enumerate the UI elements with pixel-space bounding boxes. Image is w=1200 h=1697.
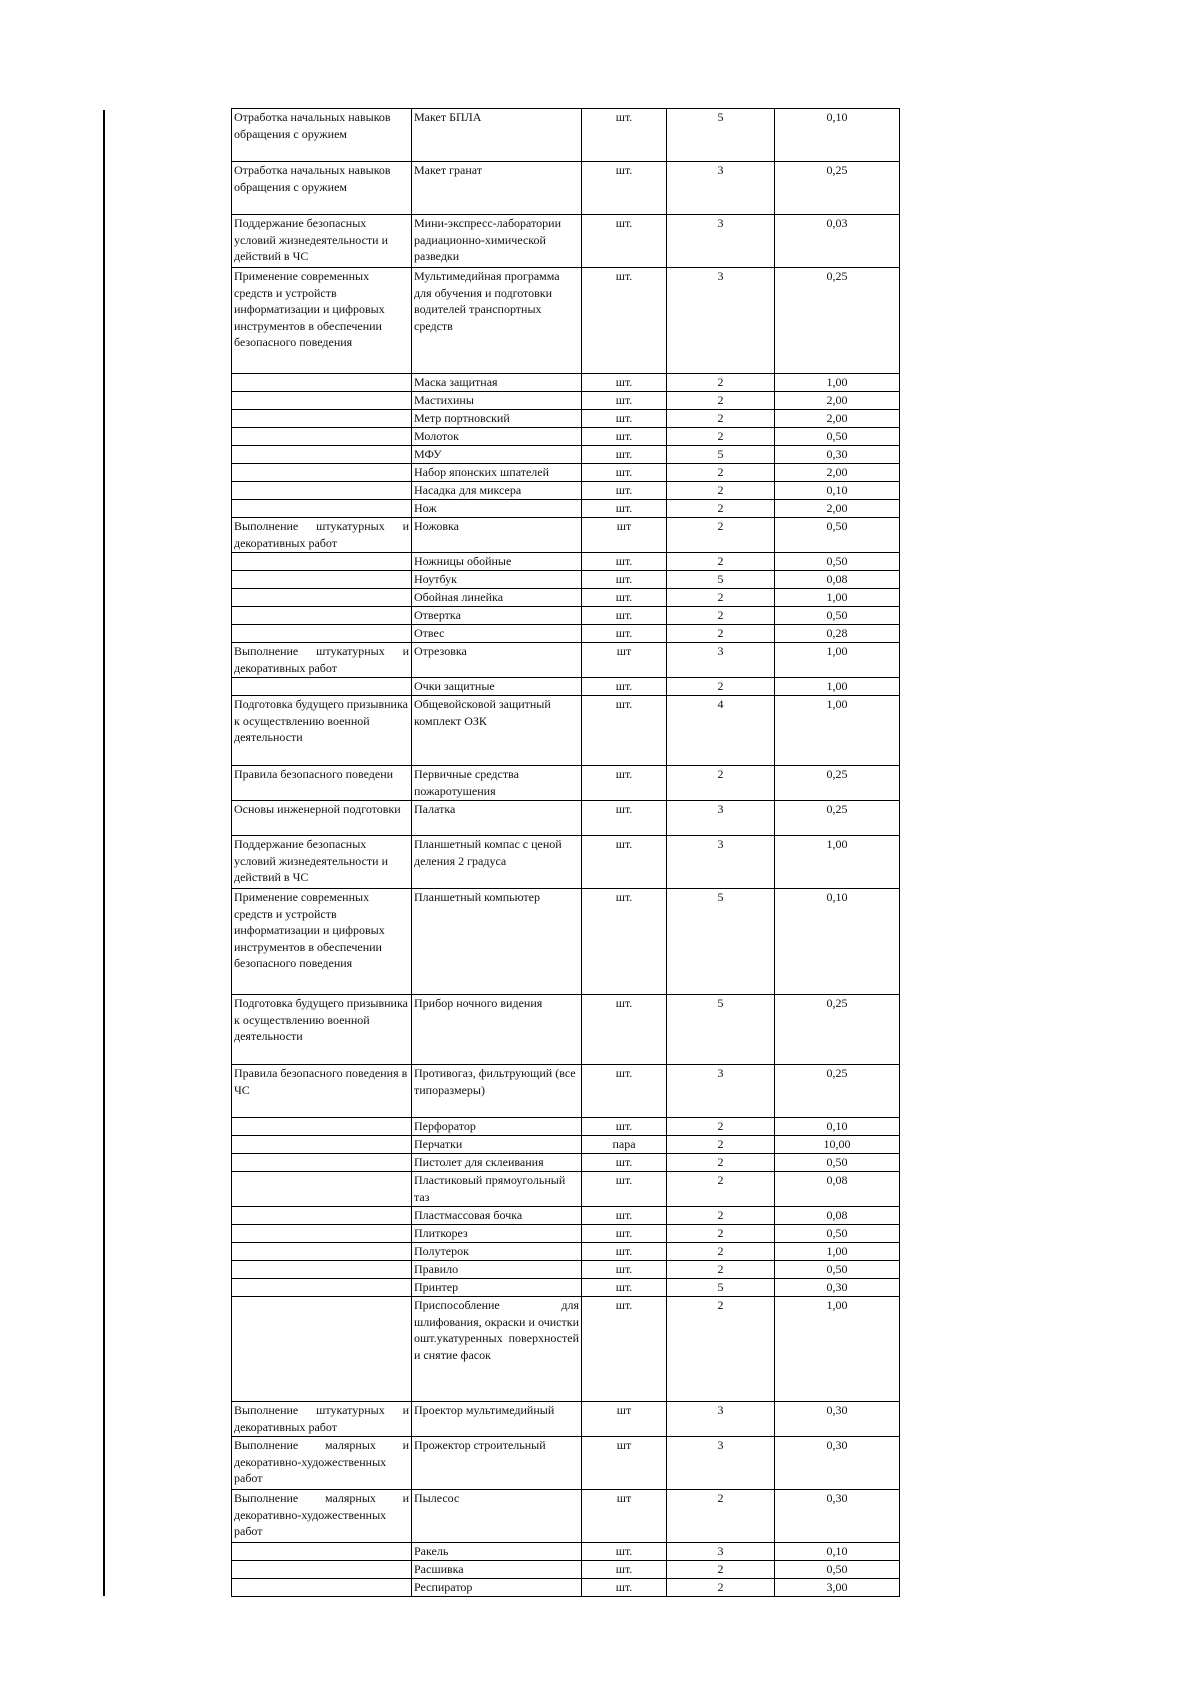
table-row [232, 801, 900, 836]
norm-cell: 0,50 [775, 1154, 900, 1172]
activity-cell: Отработка начальных навыков обращения с оружием [232, 162, 412, 215]
unit-cell: шт. [582, 766, 667, 801]
quantity-cell: 2 [667, 464, 775, 482]
unit-cell: шт. [582, 607, 667, 625]
table-row [232, 482, 900, 500]
activity-cell: Поддержание безопасных условий жизнедеятельности и действий в ЧС [232, 215, 412, 268]
unit-cell: шт. [582, 446, 667, 464]
item-name-cell: Ножницы обойные [412, 553, 582, 571]
unit-cell: шт. [582, 836, 667, 889]
table-row [232, 589, 900, 607]
table-row [232, 410, 900, 428]
item-name-cell: Плиткорез [412, 1225, 582, 1243]
unit-cell: шт. [582, 1297, 667, 1402]
activity-cell [232, 500, 412, 518]
norm-cell: 0,10 [775, 889, 900, 995]
quantity-cell: 3 [667, 1543, 775, 1561]
activity-cell [232, 625, 412, 643]
norm-cell: 2,00 [775, 410, 900, 428]
norm-cell: 0,25 [775, 801, 900, 836]
page-margin-rule [103, 110, 105, 1596]
table-row [232, 836, 900, 889]
item-name-cell: Нож [412, 500, 582, 518]
activity-cell [232, 410, 412, 428]
quantity-cell: 3 [667, 215, 775, 268]
norm-cell: 0,10 [775, 1543, 900, 1561]
norm-cell: 1,00 [775, 1243, 900, 1261]
unit-cell: шт. [582, 1225, 667, 1243]
activity-cell [232, 1543, 412, 1561]
activity-cell [232, 1279, 412, 1297]
table-row [232, 766, 900, 801]
unit-cell: шт. [582, 801, 667, 836]
unit-cell: шт [582, 1437, 667, 1490]
activity-cell [232, 1579, 412, 1597]
item-name-cell: Прожектор строительный [412, 1437, 582, 1490]
unit-cell: шт. [582, 889, 667, 995]
activity-cell [232, 589, 412, 607]
quantity-cell: 2 [667, 1561, 775, 1579]
item-name-cell: Ножовка [412, 518, 582, 553]
equipment-table-body [232, 109, 900, 1597]
item-name-cell: Проектор мультимедийный [412, 1402, 582, 1437]
activity-cell [232, 571, 412, 589]
norm-cell: 3,00 [775, 1579, 900, 1597]
quantity-cell: 3 [667, 801, 775, 836]
activity-cell: Выполнение штукатурных и декоративных работ [232, 1402, 412, 1437]
table-row [232, 1579, 900, 1597]
table-row [232, 1207, 900, 1225]
table-row [232, 643, 900, 678]
activity-cell: Правила безопасного поведения в ЧС [232, 1065, 412, 1118]
table-row [232, 1279, 900, 1297]
norm-cell: 0,30 [775, 1402, 900, 1437]
unit-cell: шт. [582, 428, 667, 446]
norm-cell: 0,10 [775, 109, 900, 162]
activity-cell [232, 1297, 412, 1402]
item-name-cell: Планшетный компьютер [412, 889, 582, 995]
quantity-cell: 2 [667, 678, 775, 696]
item-name-cell: Прибор ночного видения [412, 995, 582, 1065]
item-name-cell: Противогаз, фильтрующий (все типоразмеры) [412, 1065, 582, 1118]
quantity-cell: 2 [667, 1490, 775, 1543]
unit-cell: шт [582, 1402, 667, 1437]
item-name-cell: Полутерок [412, 1243, 582, 1261]
quantity-cell: 5 [667, 446, 775, 464]
table-row [232, 1490, 900, 1543]
unit-cell: шт. [582, 1543, 667, 1561]
table-row [232, 215, 900, 268]
quantity-cell: 2 [667, 500, 775, 518]
unit-cell: шт. [582, 625, 667, 643]
table-row [232, 392, 900, 410]
unit-cell: шт. [582, 1261, 667, 1279]
norm-cell: 1,00 [775, 836, 900, 889]
activity-cell: Подготовка будущего призывника к осуществлению военной деятельности [232, 696, 412, 766]
activity-cell [232, 1136, 412, 1154]
activity-cell [232, 464, 412, 482]
quantity-cell: 2 [667, 1243, 775, 1261]
unit-cell: шт. [582, 1579, 667, 1597]
item-name-cell: Отвес [412, 625, 582, 643]
norm-cell: 0,50 [775, 1225, 900, 1243]
norm-cell: 2,00 [775, 392, 900, 410]
activity-cell: Выполнение малярных и декоративно-художественных работ [232, 1437, 412, 1490]
unit-cell: шт. [582, 1207, 667, 1225]
table-row [232, 109, 900, 162]
item-name-cell: Ракель [412, 1543, 582, 1561]
item-name-cell: Общевойсковой защитный комплект ОЗК [412, 696, 582, 766]
activity-cell [232, 392, 412, 410]
activity-cell: Применение современных средств и устройств информатизации и цифровых инструментов в обеспечении безопасного поведения [232, 268, 412, 374]
unit-cell: шт. [582, 1279, 667, 1297]
norm-cell: 0,25 [775, 162, 900, 215]
activity-cell: Отработка начальных навыков обращения с оружием [232, 109, 412, 162]
table-row [232, 1402, 900, 1437]
activity-cell: Выполнение малярных и декоративно-художественных работ [232, 1490, 412, 1543]
norm-cell: 1,00 [775, 696, 900, 766]
quantity-cell: 5 [667, 109, 775, 162]
norm-cell: 0,10 [775, 1118, 900, 1136]
item-name-cell: Принтер [412, 1279, 582, 1297]
quantity-cell: 5 [667, 995, 775, 1065]
norm-cell: 0,08 [775, 571, 900, 589]
table-row [232, 889, 900, 995]
table-row [232, 1225, 900, 1243]
norm-cell: 0,50 [775, 1261, 900, 1279]
unit-cell: пара [582, 1136, 667, 1154]
quantity-cell: 2 [667, 374, 775, 392]
unit-cell: шт. [582, 678, 667, 696]
norm-cell: 0,28 [775, 625, 900, 643]
table-row [232, 1172, 900, 1207]
norm-cell: 0,25 [775, 995, 900, 1065]
table-row [232, 607, 900, 625]
item-name-cell: Пылесос [412, 1490, 582, 1543]
unit-cell: шт. [582, 464, 667, 482]
quantity-cell: 2 [667, 1297, 775, 1402]
table-row [232, 625, 900, 643]
activity-cell [232, 553, 412, 571]
quantity-cell: 3 [667, 1402, 775, 1437]
item-name-cell: Мультимедийная программа для обучения и подготовки водителей транспортных средств [412, 268, 582, 374]
item-name-cell: Перчатки [412, 1136, 582, 1154]
activity-cell [232, 446, 412, 464]
activity-cell: Поддержание безопасных условий жизнедеятельности и действий в ЧС [232, 836, 412, 889]
table-row [232, 1297, 900, 1402]
item-name-cell: Приспособление для шлифования, окраски и очистки ошт.укатуренных поверхностей и снятие фасок [412, 1297, 582, 1402]
unit-cell: шт. [582, 268, 667, 374]
quantity-cell: 2 [667, 766, 775, 801]
unit-cell: шт. [582, 482, 667, 500]
quantity-cell: 5 [667, 571, 775, 589]
item-name-cell: Набор японских шпателей [412, 464, 582, 482]
norm-cell: 1,00 [775, 589, 900, 607]
table-row [232, 374, 900, 392]
quantity-cell: 2 [667, 1136, 775, 1154]
activity-cell [232, 1207, 412, 1225]
unit-cell: шт. [582, 215, 667, 268]
table-row [232, 518, 900, 553]
item-name-cell: Мастихины [412, 392, 582, 410]
quantity-cell: 3 [667, 1065, 775, 1118]
norm-cell: 1,00 [775, 678, 900, 696]
table-row [232, 446, 900, 464]
unit-cell: шт. [582, 696, 667, 766]
item-name-cell: Ноутбук [412, 571, 582, 589]
table-row [232, 1561, 900, 1579]
table-row [232, 1154, 900, 1172]
unit-cell: шт. [582, 571, 667, 589]
item-name-cell: Правило [412, 1261, 582, 1279]
unit-cell: шт. [582, 1243, 667, 1261]
quantity-cell: 2 [667, 553, 775, 571]
table-row [232, 268, 900, 374]
quantity-cell: 2 [667, 1118, 775, 1136]
item-name-cell: Метр портновский [412, 410, 582, 428]
norm-cell: 1,00 [775, 643, 900, 678]
activity-cell [232, 482, 412, 500]
table-row [232, 1437, 900, 1490]
activity-cell [232, 1154, 412, 1172]
activity-cell [232, 1243, 412, 1261]
norm-cell: 2,00 [775, 500, 900, 518]
activity-cell [232, 1172, 412, 1207]
unit-cell: шт. [582, 392, 667, 410]
norm-cell: 0,30 [775, 446, 900, 464]
quantity-cell: 2 [667, 1579, 775, 1597]
table-row [232, 571, 900, 589]
table-row [232, 1243, 900, 1261]
quantity-cell: 2 [667, 1172, 775, 1207]
activity-cell [232, 374, 412, 392]
quantity-cell: 2 [667, 1225, 775, 1243]
item-name-cell: Очки защитные [412, 678, 582, 696]
norm-cell: 1,00 [775, 374, 900, 392]
unit-cell: шт. [582, 589, 667, 607]
quantity-cell: 3 [667, 1437, 775, 1490]
unit-cell: шт. [582, 1065, 667, 1118]
activity-cell [232, 428, 412, 446]
table-row [232, 678, 900, 696]
norm-cell: 0,25 [775, 1065, 900, 1118]
unit-cell: шт. [582, 1172, 667, 1207]
unit-cell: шт. [582, 553, 667, 571]
quantity-cell: 4 [667, 696, 775, 766]
item-name-cell: МФУ [412, 446, 582, 464]
quantity-cell: 2 [667, 1207, 775, 1225]
item-name-cell: Отрезовка [412, 643, 582, 678]
quantity-cell: 2 [667, 482, 775, 500]
unit-cell: шт [582, 1490, 667, 1543]
quantity-cell: 5 [667, 889, 775, 995]
norm-cell: 0,50 [775, 553, 900, 571]
item-name-cell: Мини-экспресс-лаборатории радиационно-химической разведки [412, 215, 582, 268]
table-row [232, 696, 900, 766]
item-name-cell: Планшетный компас с ценой деления 2 градуса [412, 836, 582, 889]
unit-cell: шт. [582, 374, 667, 392]
activity-cell [232, 1225, 412, 1243]
norm-cell: 0,08 [775, 1172, 900, 1207]
quantity-cell: 2 [667, 625, 775, 643]
table-row [232, 464, 900, 482]
quantity-cell: 2 [667, 1261, 775, 1279]
activity-cell [232, 1561, 412, 1579]
table-row [232, 428, 900, 446]
norm-cell: 0,10 [775, 482, 900, 500]
norm-cell: 0,25 [775, 766, 900, 801]
unit-cell: шт. [582, 410, 667, 428]
table-row [232, 553, 900, 571]
activity-cell: Выполнение штукатурных и декоративных работ [232, 643, 412, 678]
unit-cell: шт. [582, 109, 667, 162]
item-name-cell: Макет гранат [412, 162, 582, 215]
activity-cell [232, 607, 412, 625]
quantity-cell: 3 [667, 268, 775, 374]
item-name-cell: Обойная линейка [412, 589, 582, 607]
unit-cell: шт. [582, 162, 667, 215]
item-name-cell: Палатка [412, 801, 582, 836]
unit-cell: шт. [582, 1118, 667, 1136]
quantity-cell: 2 [667, 607, 775, 625]
item-name-cell: Первичные средства пожаротушения [412, 766, 582, 801]
activity-cell: Подготовка будущего призывника к осуществлению военной деятельности [232, 995, 412, 1065]
table-row [232, 162, 900, 215]
item-name-cell: Пластмассовая бочка [412, 1207, 582, 1225]
norm-cell: 0,50 [775, 428, 900, 446]
unit-cell: шт. [582, 1154, 667, 1172]
item-name-cell: Перфоратор [412, 1118, 582, 1136]
activity-cell [232, 678, 412, 696]
item-name-cell: Макет БПЛА [412, 109, 582, 162]
quantity-cell: 3 [667, 162, 775, 215]
quantity-cell: 5 [667, 1279, 775, 1297]
activity-cell [232, 1118, 412, 1136]
quantity-cell: 2 [667, 410, 775, 428]
table-row [232, 1543, 900, 1561]
norm-cell: 0,30 [775, 1437, 900, 1490]
quantity-cell: 2 [667, 589, 775, 607]
unit-cell: шт [582, 518, 667, 553]
activity-cell: Основы инженерной подготовки [232, 801, 412, 836]
norm-cell: 2,00 [775, 464, 900, 482]
item-name-cell: Респиратор [412, 1579, 582, 1597]
norm-cell: 0,50 [775, 607, 900, 625]
item-name-cell: Расшивка [412, 1561, 582, 1579]
unit-cell: шт [582, 643, 667, 678]
norm-cell: 0,08 [775, 1207, 900, 1225]
norm-cell: 0,30 [775, 1279, 900, 1297]
activity-cell: Применение современных средств и устройств информатизации и цифровых инструментов в обеспечении безопасного поведения [232, 889, 412, 995]
quantity-cell: 2 [667, 392, 775, 410]
norm-cell: 0,50 [775, 1561, 900, 1579]
item-name-cell: Молоток [412, 428, 582, 446]
unit-cell: шт. [582, 995, 667, 1065]
activity-cell: Выполнение штукатурных и декоративных работ [232, 518, 412, 553]
activity-cell: Правила безопасного поведени [232, 766, 412, 801]
norm-cell: 1,00 [775, 1297, 900, 1402]
quantity-cell: 3 [667, 836, 775, 889]
table-row [232, 995, 900, 1065]
quantity-cell: 2 [667, 518, 775, 553]
table-row [232, 500, 900, 518]
item-name-cell: Пистолет для склеивания [412, 1154, 582, 1172]
item-name-cell: Пластиковый прямоугольный таз [412, 1172, 582, 1207]
quantity-cell: 3 [667, 643, 775, 678]
norm-cell: 10,00 [775, 1136, 900, 1154]
item-name-cell: Насадка для миксера [412, 482, 582, 500]
unit-cell: шт. [582, 1561, 667, 1579]
equipment-table [231, 108, 900, 1597]
quantity-cell: 2 [667, 428, 775, 446]
table-row [232, 1261, 900, 1279]
norm-cell: 0,03 [775, 215, 900, 268]
table-row [232, 1136, 900, 1154]
item-name-cell: Отвертка [412, 607, 582, 625]
table-row [232, 1065, 900, 1118]
unit-cell: шт. [582, 500, 667, 518]
table-row [232, 1118, 900, 1136]
activity-cell [232, 1261, 412, 1279]
quantity-cell: 2 [667, 1154, 775, 1172]
norm-cell: 0,25 [775, 268, 900, 374]
item-name-cell: Маска защитная [412, 374, 582, 392]
norm-cell: 0,30 [775, 1490, 900, 1543]
norm-cell: 0,50 [775, 518, 900, 553]
